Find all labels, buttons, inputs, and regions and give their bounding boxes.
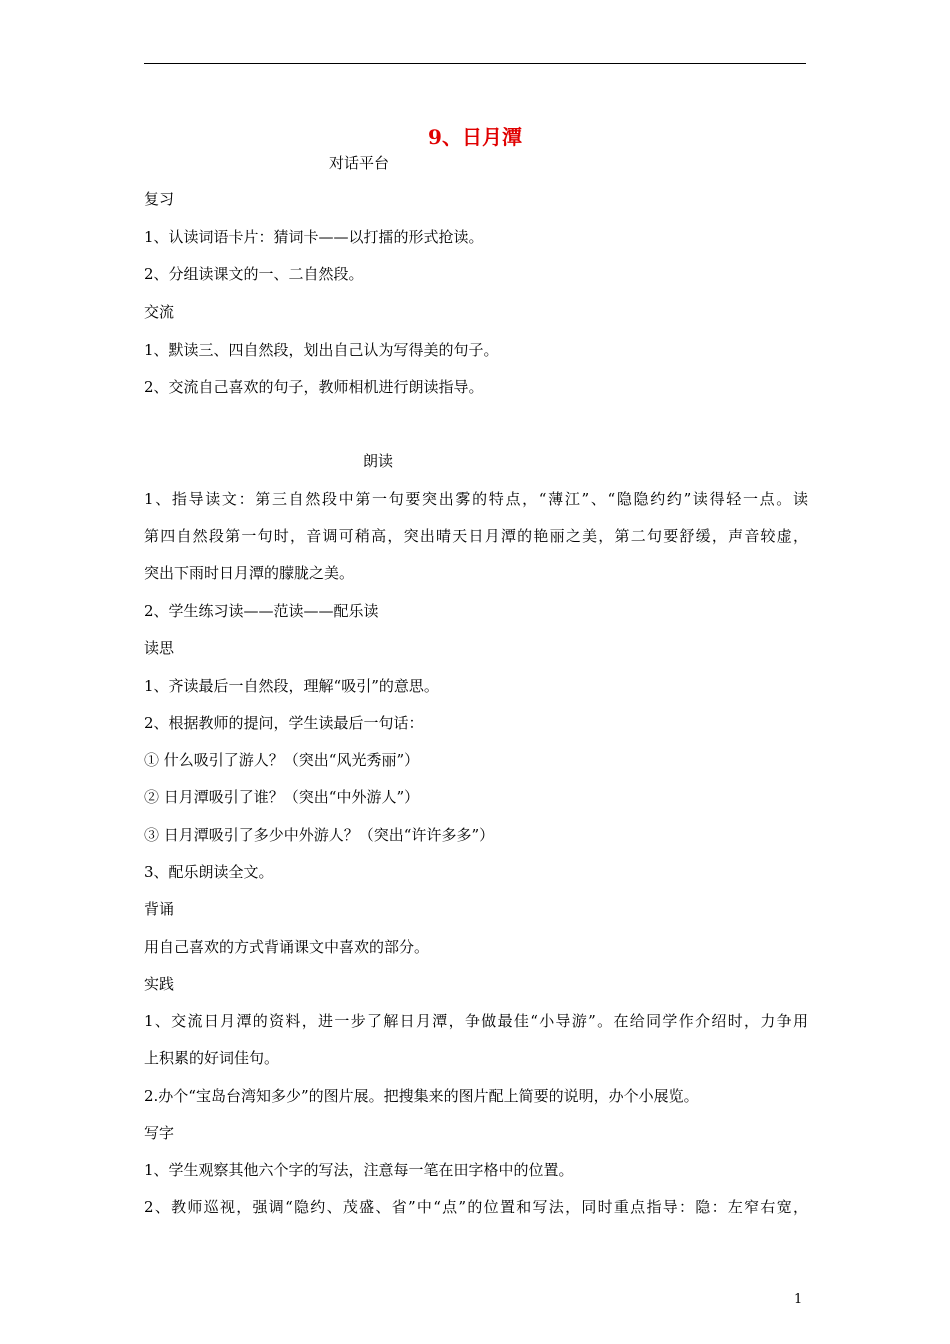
paragraph-line: 上积累的好词佳句。 — [144, 1049, 280, 1067]
paragraph-line: 2.办个“宝岛台湾知多少”的图片展。把搜集来的图片配上简要的说明，办个小展览。 — [144, 1087, 699, 1105]
paragraph-line: 用自己喜欢的方式背诵课文中喜欢的部分。 — [144, 938, 430, 956]
section-heading-reading-thinking: 读思 — [144, 639, 175, 657]
paragraph-line: 2、根据教师的提问，学生读最后一句话： — [144, 714, 424, 732]
page-number: 1 — [794, 1292, 803, 1307]
section-heading-recite: 背诵 — [144, 900, 175, 918]
header-rule — [144, 63, 806, 64]
paragraph-line: 突出下雨时日月潭的朦胧之美。 — [144, 564, 355, 582]
paragraph-line: 1、默读三、四自然段，划出自己认为写得美的句子。 — [144, 341, 499, 359]
list-item: ① 什么吸引了游人？（突出“风光秀丽”） — [144, 751, 420, 769]
paragraph-line: 3、配乐朗读全文。 — [144, 863, 274, 881]
document-title: 9、日月潭 — [428, 125, 522, 149]
section-heading-dialogue-platform: 对话平台 — [329, 154, 390, 172]
section-heading-reading-aloud: 朗读 — [363, 452, 394, 470]
paragraph-line: 1、学生观察其他六个字的写法，注意每一笔在田字格中的位置。 — [144, 1161, 574, 1179]
paragraph-line: 2、学生练习读——范读——配乐读 — [144, 602, 379, 620]
list-item: ③ 日月潭吸引了多少中外游人？（突出“许许多多”） — [144, 826, 495, 844]
paragraph-line: 2、分组读课文的一、二自然段。 — [144, 265, 364, 283]
section-heading-writing: 写字 — [144, 1124, 175, 1142]
section-heading-exchange: 交流 — [144, 303, 175, 321]
paragraph-line: 1、指导读文：第三自然段中第一句要突出雾的特点，“薄江”、“隐隐约约”读得轻一点。读 — [144, 490, 808, 508]
paragraph-line: 1、交流日月潭的资料，进一步了解日月潭，争做最佳“小导游”。在给同学作介绍时，力争用 — [144, 1012, 808, 1030]
list-item: ② 日月潭吸引了谁？（突出“中外游人”） — [144, 788, 420, 806]
paragraph-line: 1、认读词语卡片：猜词卡——以打擂的形式抢读。 — [144, 228, 484, 246]
section-heading-review: 复习 — [144, 190, 175, 208]
paragraph-line: 2、交流自己喜欢的句子，教师相机进行朗读指导。 — [144, 378, 484, 396]
section-heading-practice: 实践 — [144, 975, 175, 993]
paragraph-line: 2、教师巡视，强调“隐约、茂盛、省”中“点”的位置和写法，同时重点指导：隐：左窄右宽， — [144, 1198, 808, 1216]
paragraph-line: 1、齐读最后一自然段，理解“吸引”的意思。 — [144, 677, 439, 695]
paragraph-line: 第四自然段第一句时，音调可稍高，突出晴天日月潭的艳丽之美，第二句要舒缓，声音较虚， — [144, 527, 808, 545]
